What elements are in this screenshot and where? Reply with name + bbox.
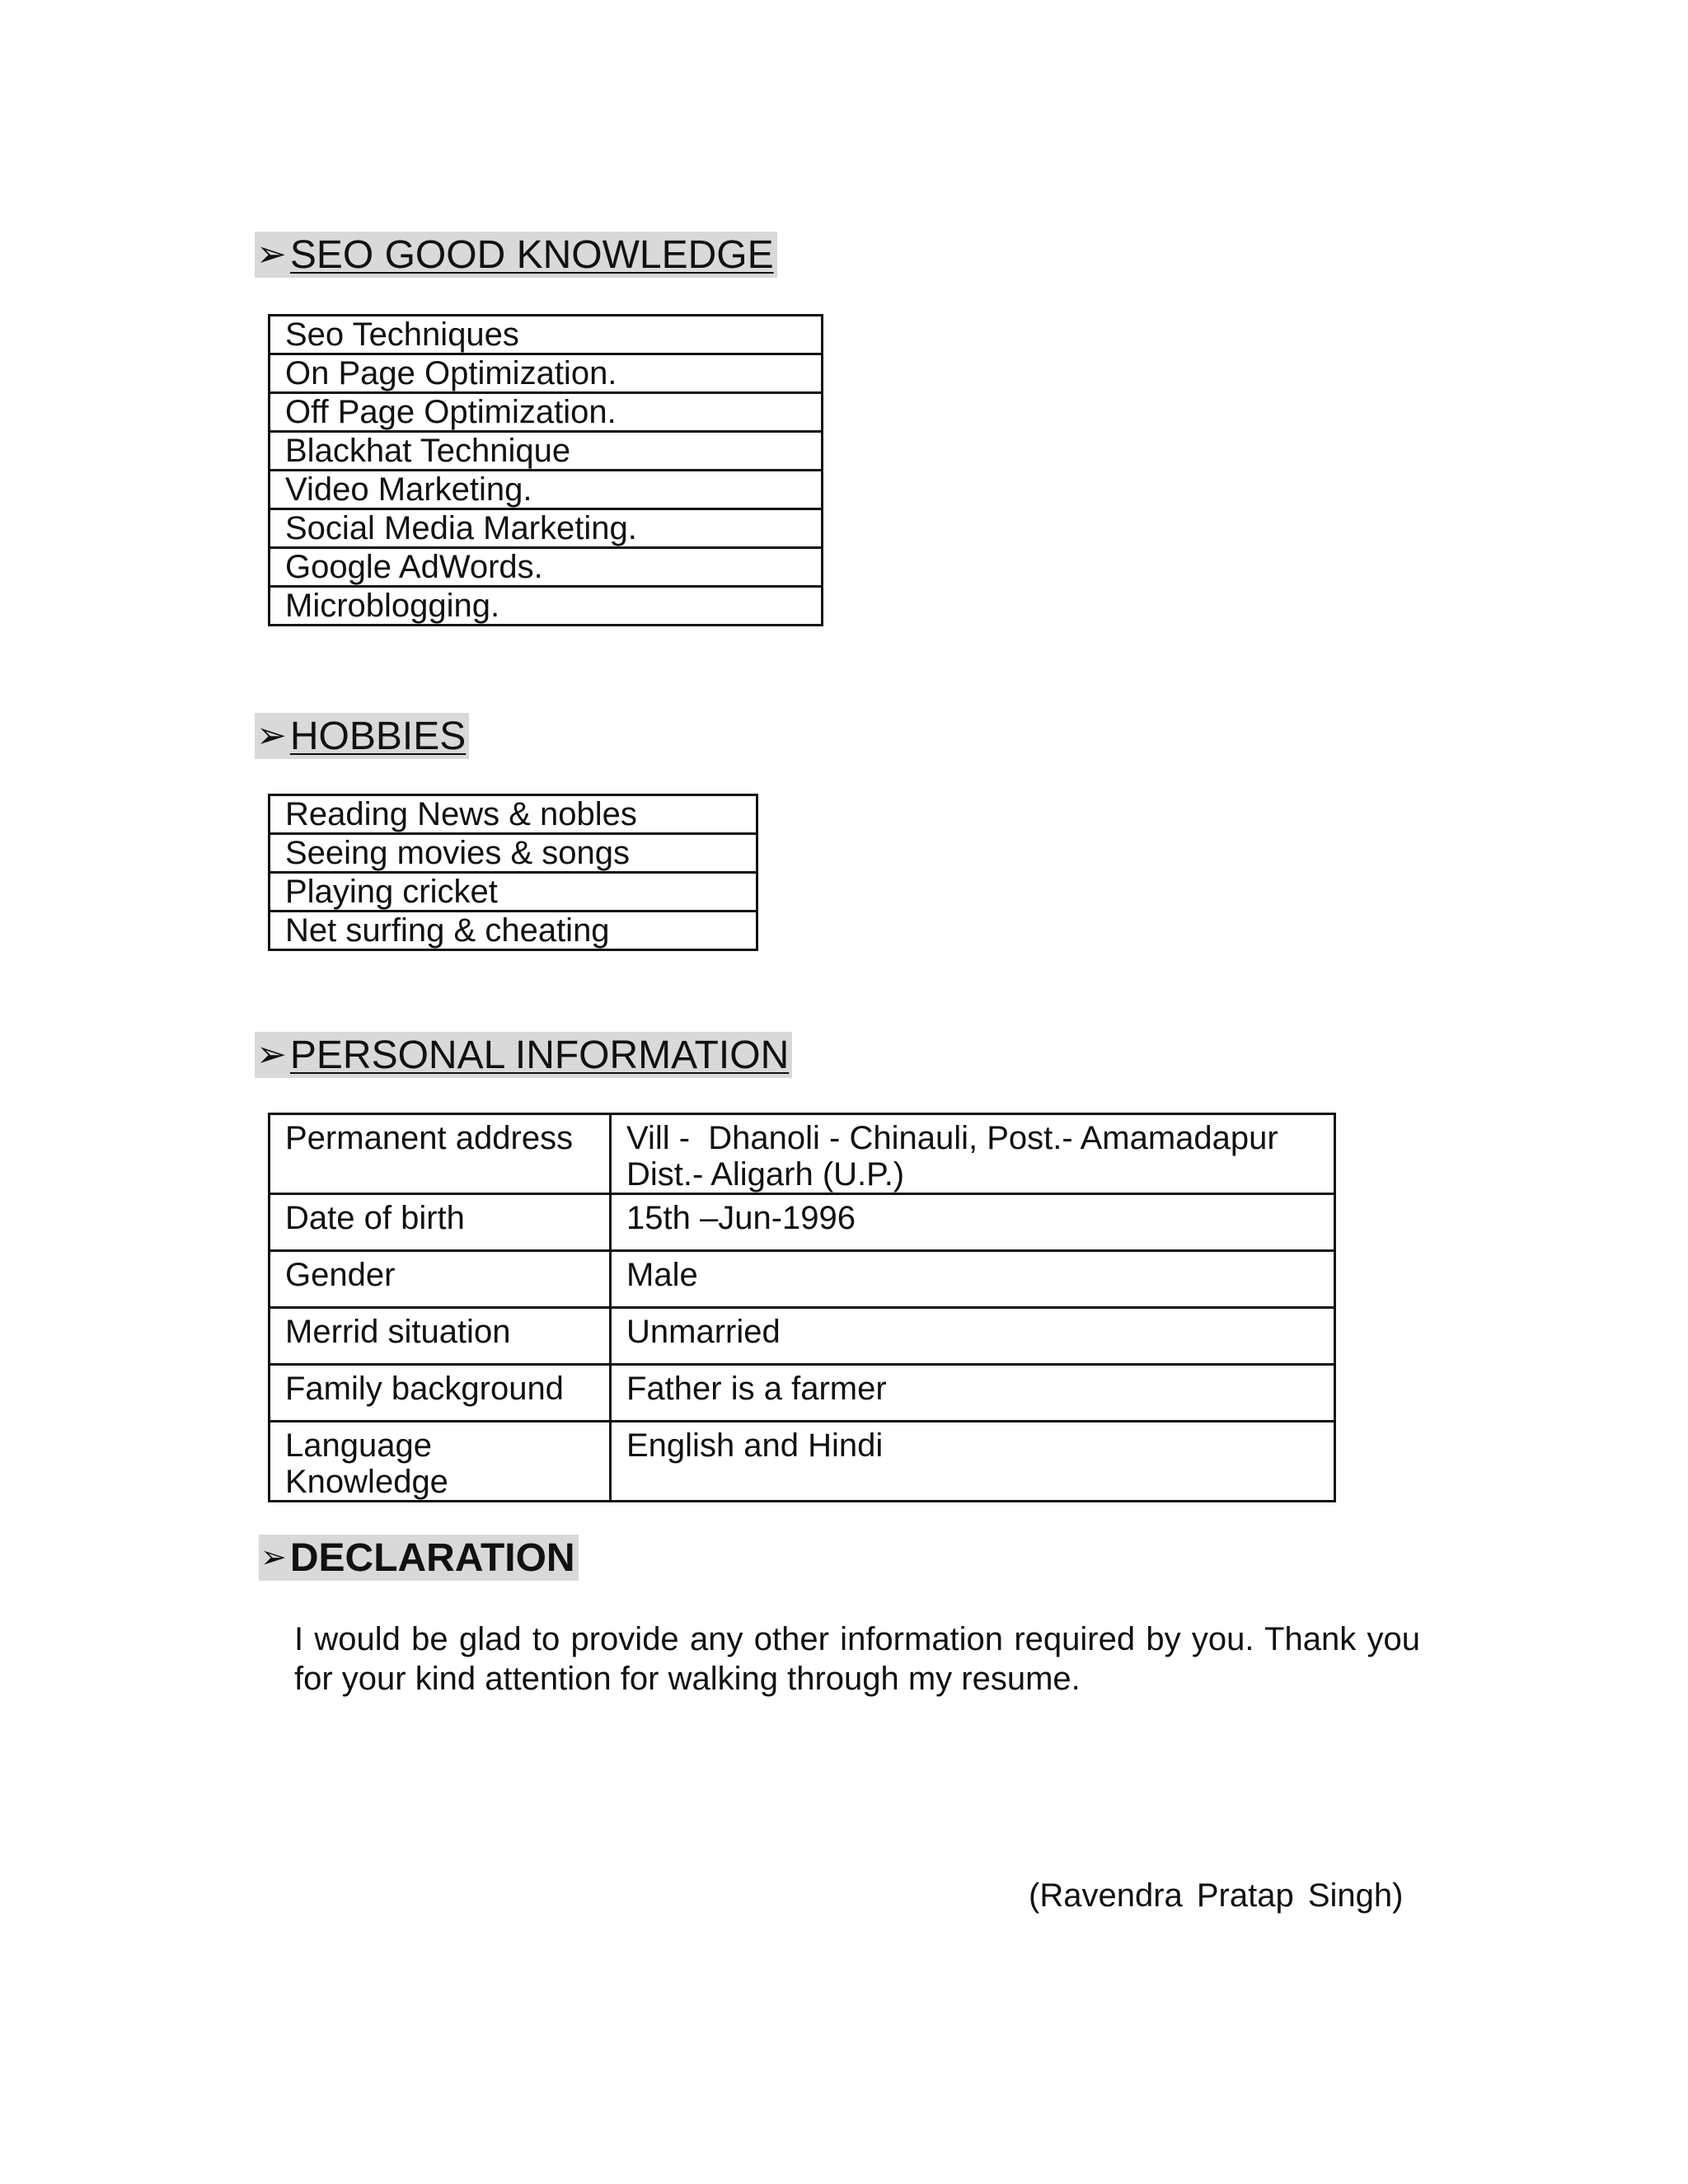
seo-skill-item: On Page Optimization. — [270, 354, 823, 393]
table-row — [270, 795, 757, 834]
seo-skill-item: Microblogging. — [270, 587, 823, 626]
address-line-2: Dist.- Aligarh (U.P.) — [626, 1156, 905, 1193]
seo-skill-item: Off Page Optimization. — [270, 393, 823, 432]
table-row — [270, 471, 823, 509]
seo-skill-item: Seo Techniques — [270, 316, 823, 354]
arrowhead-icon: ➢ — [256, 715, 287, 756]
table-row — [270, 393, 823, 432]
hobby-item: Reading News & nobles — [270, 795, 757, 834]
table-row — [270, 834, 757, 873]
declaration-text: I would be glad to provide any other information required by you. Thank you for your kind attention for walking through my resume. — [294, 1621, 1420, 1697]
arrowhead-icon: ➢ — [256, 1034, 287, 1075]
seo-skill-item: Blackhat Technique — [270, 432, 823, 471]
info-label: Merrid situation — [270, 1308, 611, 1365]
info-value: English and Hindi — [611, 1422, 1335, 1502]
personal-info-table — [268, 1113, 1336, 1502]
label-line-2: Knowledge — [285, 1464, 448, 1500]
arrowhead-icon: ➢ — [260, 1540, 287, 1575]
table-row — [270, 912, 757, 950]
label-line-1: Language — [285, 1427, 432, 1464]
info-label: Date of birth — [270, 1194, 611, 1251]
info-value: Father is a farmer — [611, 1365, 1335, 1422]
arrowhead-icon: ➢ — [256, 234, 287, 274]
table-row — [270, 354, 823, 393]
info-value: Unmarried — [611, 1308, 1335, 1365]
table-row — [270, 1194, 1335, 1251]
table-row — [270, 587, 823, 626]
table-row — [270, 1114, 1335, 1194]
address-line-1: Vill - Dhanoli - Chinauli, Post.- Amamadapur — [626, 1120, 1278, 1156]
table-row — [270, 1365, 1335, 1422]
personal-info-heading-title: PERSONAL INFORMATION — [289, 1033, 790, 1077]
info-value — [611, 1114, 1335, 1194]
seo-skill-item: Google AdWords. — [270, 548, 823, 587]
info-label: Gender — [270, 1251, 611, 1308]
hobbies-table — [268, 794, 758, 951]
declaration-heading-title: DECLARATION — [289, 1535, 575, 1580]
seo-heading — [255, 232, 777, 278]
seo-skill-item: Video Marketing. — [270, 471, 823, 509]
table-row — [270, 1422, 1335, 1502]
table-row — [270, 548, 823, 587]
table-row — [270, 509, 823, 548]
info-label: Permanent address — [270, 1114, 611, 1194]
seo-skills-table — [268, 314, 823, 626]
personal-info-heading — [255, 1032, 792, 1078]
table-row — [270, 873, 757, 912]
info-label — [270, 1422, 611, 1502]
hobbies-heading-title: HOBBIES — [289, 714, 467, 758]
info-label: Family background — [270, 1365, 611, 1422]
hobby-item: Seeing movies & songs — [270, 834, 757, 873]
hobbies-heading — [255, 713, 469, 759]
info-value: Male — [611, 1251, 1335, 1308]
hobby-item: Net surfing & cheating — [270, 912, 757, 950]
seo-skill-item: Social Media Marketing. — [270, 509, 823, 548]
hobby-item: Playing cricket — [270, 873, 757, 912]
table-row — [270, 1308, 1335, 1365]
table-row — [270, 1251, 1335, 1308]
signature: (Ravendra Pratap Singh) — [1029, 1877, 1404, 1914]
declaration-heading — [259, 1535, 579, 1581]
seo-heading-title: SEO GOOD KNOWLEDGE — [289, 232, 774, 277]
info-value: 15th –Jun-1996 — [611, 1194, 1335, 1251]
table-row — [270, 432, 823, 471]
table-row — [270, 316, 823, 354]
